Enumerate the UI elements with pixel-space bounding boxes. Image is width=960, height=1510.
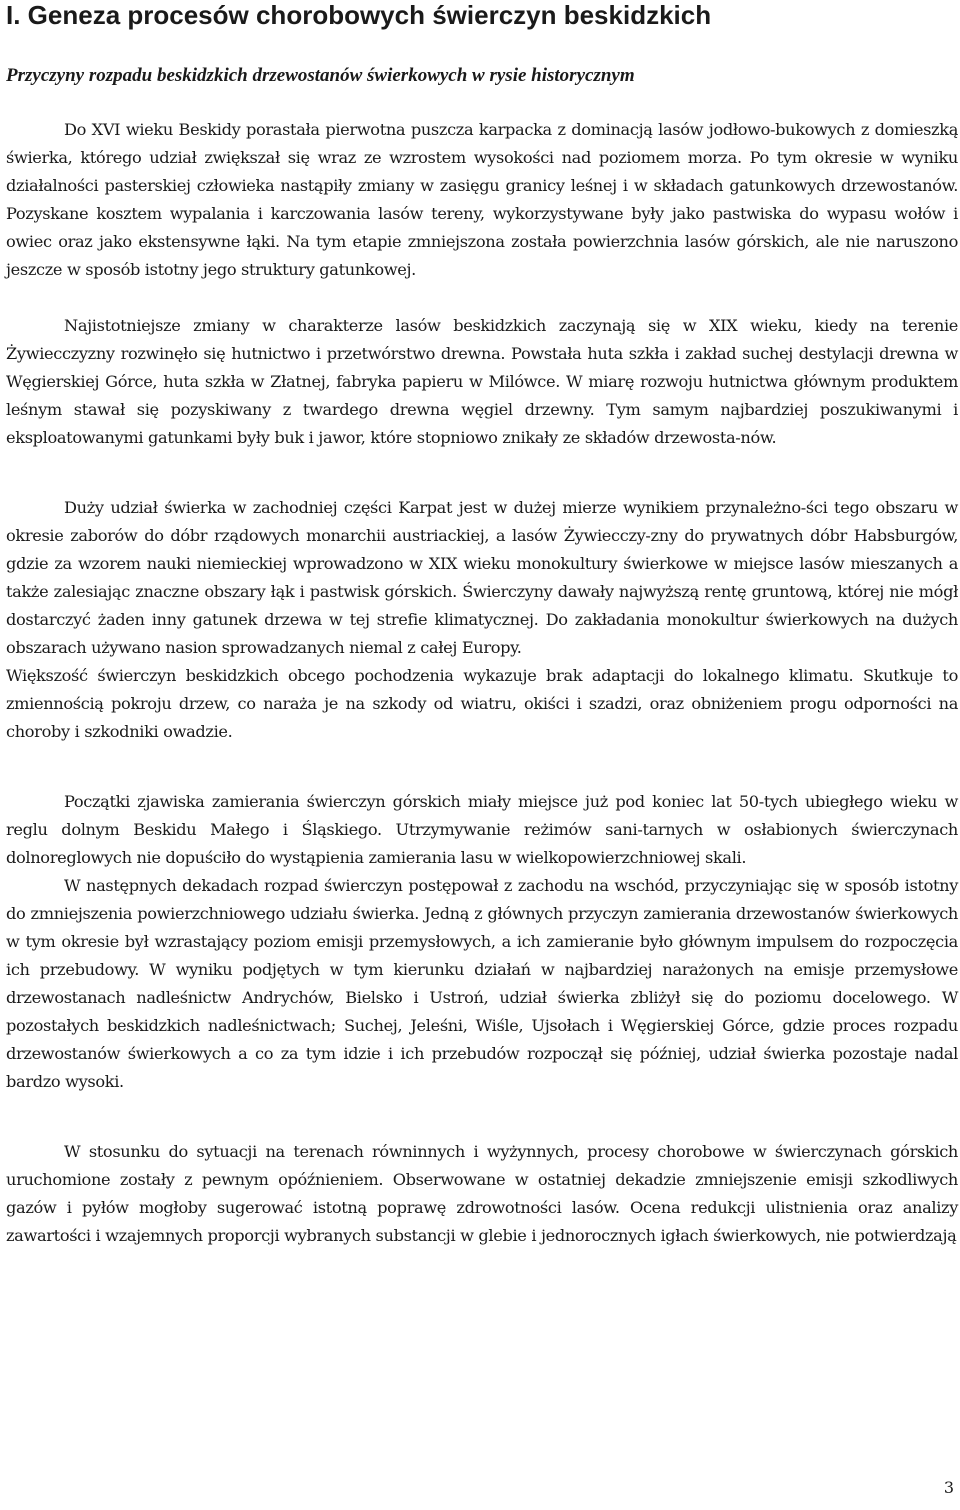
paragraph-adaptation: Większość świerczyn beskidzkich obcego pochodzenia wykazuje brak adaptacji do lokalnego klimatu. Skutkuje to zmiennością pokroju drzew, co naraża je na szkody od wiatru, okiści i szadzi, oraz obniżeniem progu odporności na choroby i szkodniki owadzie. — [6, 666, 958, 741]
paragraph-history-pre-xvi: Do XVI wieku Beskidy porastała pierwotna puszcza karpacka z dominacją lasów jodłowo-bukowych z domieszką świerka, którego udział zwiększał się wraz ze wzrostem wysokości nad poziomem morza. Po tym okresie w wyniku działalności pasterskiej człowieka nastąpiły zmiany w zasięgu granicy leśnej i w składach gatunkowych drzewostanów. Pozyskane kosztem wypalania i karczowania lasów tereny, wykorzystywane były jako pastwiska do wypasu wołów i owiec oraz jako ekstensywne łąki. Na tym etapie zmniejszona została powierzchnia lasów górskich, ale nie naruszono jeszcze w sposób istotny jego struktury gatunkowej. — [6, 120, 958, 279]
paragraph-beginnings-of-dieback: Początki zjawiska zamierania świerczyn górskich miały miejsce już pod koniec lat 50-tych ubiegłego wieku w reglu dolnym Beskidu Małego i Śląskiego. Utrzymywanie reżimów sani-tarnych w osłabionych świerczynach dolnoreglowych nie dopuściło do wystąpienia zamierania lasu w wielkopowierzchniowej skali. — [6, 792, 958, 867]
section-title: Przyczyny rozpadu beskidzkich drzewostanów świerkowych w rysie historycznym — [6, 65, 635, 86]
paragraph-spruce-share: Duży udział świerka w zachodniej części Karpat jest w dużej mierze wynikiem przynależno-ści tego obszaru w okresie zaborów do dóbr rządowych monarchii austriackiej, a lasów Żywiecczy-zny do prywatnych dóbr Habsburgów, gdzie za wzorem nauki niemieckiej wprowadzono w XIX wieku monokultury świerkowe w miejsce lasów mieszanych a także zalesiając znaczne obszary łąk i pastwisk górskich. Świerczyny dawały najwyższą rentę gruntową, której nie mógł dostarczyć żaden inny gatunek drzewa w tej strefie klimatycznej. Do zakładania monokultur świerkowych na dużych obszarach używano nasion sprowadzanych niemal z całej Europy. — [6, 498, 958, 657]
paragraph-following-decades: W następnych dekadach rozpad świerczyn postępował z zachodu na wschód, przyczyniając się w sposób istotny do zmniejszenia powierzchniowego udziału świerka. Jedną z głównych przyczyn zamierania drzewostanów świerkowych w tym okresie był wzrastający poziom emisji przemysłowych, a ich zamieranie było głównym impulsem do rozpoczęcia ich przebudowy. W wyniku podjętych w tym kierunku działań w najbardziej narażonych na emisje przemysłowe drzewostanach nadleśnictw Andrychów, Bielsko i Ustroń, udział świerka zbliżył się do poziomu docelowego. W pozostałych beskidzkich nadleśnictwach; Suchej, Jeleśni, Wiśle, Ujsołach i Węgierskiej Górce, gdzie proces rozpadu drzewostanów świerkowych a co za tym idzie i ich przebudów rozpoczął się później, udział świerka pozostaje nadal bardzo wysoki. — [6, 876, 958, 1091]
paragraph-xix-century-changes: Najistotniejsze zmiany w charakterze lasów beskidzkich zaczynają się w XIX wieku, kiedy na terenie Żywiecczyzny rozwinęło się hutnictwo i przetwórstwo drewna. Powstała huta szkła i zakład suchej destylacji drewna w Węgierskiej Górce, huta szkła w Złatnej, fabryka papieru w Milówce. W miarę rozwoju hutnictwa głównym produktem leśnym stawał się pozyskiwany z twardego drewna węgiel drzewny. Tym samym najbardziej poszukiwanymi i eksploatowanymi gatunkami były buk i jawor, które stopniowo znikały ze składów drzewosta-nów. — [6, 316, 958, 447]
paragraph-comparison-lowlands: W stosunku do sytuacji na terenach równinnych i wyżynnych, procesy chorobowe w świerczynach górskich uruchomione zostały z pewnym opóźnieniem. Obserwowane w ostatniej dekadzie zmniejszenie emisji szkodliwych gazów i pyłów mogłoby sugerować istotną poprawę zdrowotności lasów. Ocena redukcji ulistnienia oraz analizy zawartości i wzajemnych proporcji wybranych substancji w glebie i jednorocznych igłach świerkowych, nie potwierdzają — [6, 1142, 958, 1245]
page-number: 3 — [943, 1478, 954, 1497]
document-page — [6, 0, 958, 1250]
chapter-title: I. Geneza procesów chorobowych świerczyn beskidzkich — [6, 0, 712, 30]
